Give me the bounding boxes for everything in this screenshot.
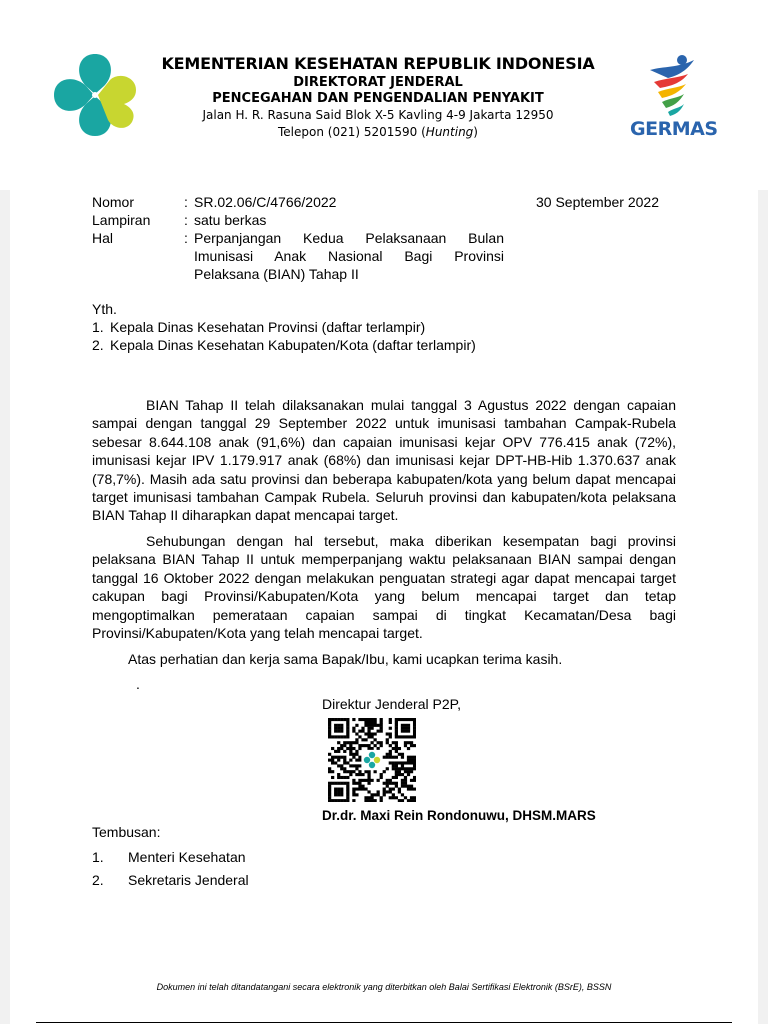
tembusan-label: Tembusan: <box>92 824 161 840</box>
addressee-item <box>92 336 672 354</box>
addressee-num: 2. <box>92 337 104 353</box>
signature-qr-code <box>328 718 416 802</box>
stray-dot: . <box>136 676 140 692</box>
hal-value-line3: Pelaksana (BIAN) Tahap II <box>194 266 359 282</box>
signer-name: Dr.dr. Maxi Rein Rondonuwu, DHSM.MARS <box>322 808 596 823</box>
page-gutter-right <box>758 190 768 1024</box>
lampiran-value: satu berkas <box>194 212 267 228</box>
addressee-block <box>92 300 672 354</box>
lampiran-row <box>92 211 672 229</box>
tembusan-text: Menteri Kesehatan <box>128 849 246 865</box>
body-paragraph-2 <box>92 532 676 642</box>
letterhead <box>140 54 616 141</box>
germas-logo-text: GERMAS <box>630 118 718 140</box>
letter-date: 30 September 2022 <box>536 194 659 210</box>
addressee-num: 1. <box>92 319 104 335</box>
e-signature-footer: Dokumen ini telah ditandatangani secara elektronik yang diterbitkan oleh Balai Sertifikasi Elektronik (BSrE), BSSN <box>156 982 612 992</box>
spacer <box>92 247 184 265</box>
lampiran-label: Lampiran <box>92 212 151 228</box>
tembusan-num: 1. <box>92 849 104 865</box>
addressee-text: Kepala Dinas Kesehatan Kabupaten/Kota (daftar terlampir) <box>110 337 476 353</box>
bottom-divider <box>36 1022 732 1023</box>
spacer <box>92 265 184 283</box>
germas-logo <box>630 52 716 142</box>
addressee-text: Kepala Dinas Kesehatan Provinsi (daftar terlampir) <box>110 319 426 335</box>
tembusan-item <box>92 872 249 888</box>
ministry-name: KEMENTERIAN KESEHATAN REPUBLIK INDONESIA <box>161 54 595 73</box>
body-paragraph-2-text: Sehubungan dengan hal tersebut, maka diberikan kesempatan bagi provinsi pelaksana BIAN Tahap II untuk memperpanjang waktu pelaksanaan BIAN sampai dengan tanggal 16 Oktober 2022 dengan melakukan penguatan strategi agar dapat mencapai target cakupan bagi Provinsi/Kabupaten/Kota yang belum mencapai target dan tetap mengoptimalkan pemerataan capaian sampai di tingkat Kecamatan/Desa bagi Provinsi/Kabupaten/Kota yang telah mencapai target. <box>92 533 676 642</box>
body-paragraph-1 <box>92 396 676 525</box>
colon: : <box>184 230 188 246</box>
spacer <box>184 265 194 283</box>
hal-row-3 <box>92 265 672 283</box>
body-paragraph-1-text: BIAN Tahap II telah dilaksanakan mulai tanggal 3 Agustus 2022 dengan capaian sampai dengan tanggal 29 September 2022 untuk imunisasi tambahan Campak-Rubela sebesar 8.644.108 anak (91,6%) dan capaian imunisasi kejar OPV 776.415 anak (72%), imunisasi kejar IPV 1.179.917 anak (68%) dan imunisasi kejar DPT-HB-Hib 1.370.637 anak (78,7%). Masih ada satu provinsi dan beberapa kabupaten/kota yang belum dapat mencapai target imunisasi tambahan Campak Rubela. Seluruh provinsi dan kabupaten/kota pelaksana BIAN Tahap II diharapkan dapat mencapai target. <box>92 397 676 524</box>
kemenkes-logo <box>52 52 138 138</box>
hal-value-line1: Perpanjangan Kedua Pelaksanaan Bulan <box>194 230 504 246</box>
yth-label: Yth. <box>92 301 117 317</box>
hal-row-2 <box>92 247 672 265</box>
colon: : <box>184 194 188 210</box>
hal-label: Hal <box>92 230 114 246</box>
directorate-name: DIREKTORAT JENDERAL <box>293 75 463 90</box>
hal-row <box>92 229 672 247</box>
office-address: Jalan H. R. Rasuna Said Blok X-5 Kavling 4-9 Jakarta 12950 <box>202 108 554 122</box>
nomor-value: SR.02.06/C/4766/2022 <box>194 194 337 210</box>
tembusan-item <box>92 849 246 865</box>
tembusan-text: Sekretaris Jenderal <box>128 872 249 888</box>
addressee-item <box>92 318 672 336</box>
hal-value-line2: Imunisasi Anak Nasional Bagi Provinsi <box>194 248 504 264</box>
division-name: PENCEGAHAN DAN PENGENDALIAN PENYAKIT <box>212 91 544 106</box>
germas-figure-icon <box>630 52 716 118</box>
office-phone: Telepon (021) 5201590 (Hunting) <box>278 125 478 139</box>
body-paragraph-3 <box>92 650 676 668</box>
page-gutter-left <box>0 190 10 1024</box>
colon: : <box>184 212 188 228</box>
body-paragraph-3-text: Atas perhatian dan kerja sama Bapak/Ibu, kami ucapkan terima kasih. <box>128 651 563 667</box>
spacer <box>184 247 194 265</box>
signer-title: Direktur Jenderal P2P, <box>322 696 462 712</box>
tembusan-num: 2. <box>92 872 104 888</box>
nomor-label: Nomor <box>92 194 135 210</box>
